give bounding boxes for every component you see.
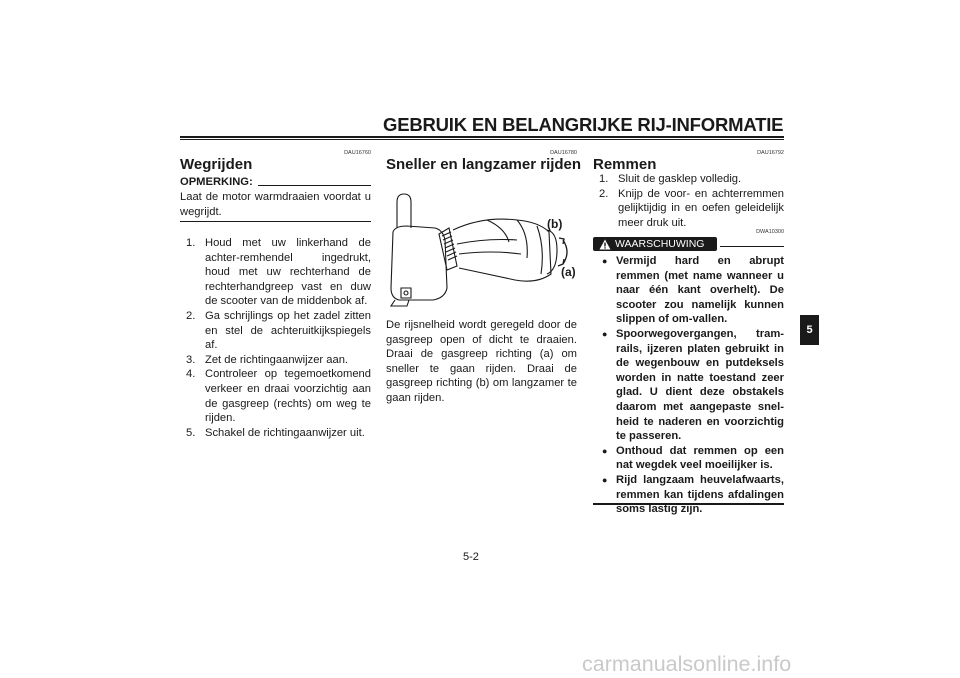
bullet-icon: ● — [602, 445, 608, 456]
list-item: 4. Controleer op tegemoetkomend verkeer en draai voorzichtig aan de gasgreep (rechts) om weg te rijden. — [186, 368, 371, 425]
brake-steps-list — [593, 172, 784, 230]
note-label: OPMERKING: — [180, 176, 253, 188]
note-rule — [258, 185, 371, 186]
speed-description: De rijsnelheid wordt geregeld door de gasgreep open of dicht te draaien. Draai de gasgreep richting (a) om sneller te gaan rijden. Draai de gasgreep richting (b) om langzamer te gaan rijden. — [386, 319, 577, 404]
warning-bottom-rule — [593, 503, 784, 505]
page-header-title: GEBRUIK EN BELANGRIJKE RIJ-INFORMATIE — [383, 114, 784, 135]
bullet-icon: ● — [602, 328, 608, 339]
list-item: 1. Sluit de gasklep volledig. — [599, 173, 742, 185]
section-code: DAU16760 — [344, 150, 371, 156]
warning-rule — [720, 246, 784, 247]
warning-icon — [599, 239, 611, 250]
warning-list — [593, 254, 784, 517]
bullet-icon: ● — [602, 256, 608, 266]
list-item: 2. Knijp de voor- en achterremmen gelijktijdig in en oefen geleidelijk meer druk uit. — [599, 187, 784, 229]
section-title-speed: Sneller en langzamer rijden — [386, 156, 582, 173]
watermark: carmanualsonline.info — [582, 652, 792, 676]
note-text: Laat de motor warmdraaien voordat u wegrijdt. — [180, 191, 371, 218]
list-item: 5. Schakel de richtingaanwijzer uit. — [186, 426, 365, 439]
section-code: DAU16780 — [550, 150, 577, 156]
note-bottom-rule — [180, 221, 371, 222]
section-title-remmen: Remmen — [593, 156, 657, 173]
throttle-grip-illustration — [387, 188, 577, 314]
page-number: 5-2 — [463, 551, 479, 563]
header-rule — [180, 136, 784, 140]
section-code: DAU16792 — [757, 150, 784, 156]
list-item: ● Vermijd hard en abrupt remmen (met name wanneer u naar één kant overhelt). De scooter zou namelijk kunnen slippen of om-vallen. — [602, 255, 784, 326]
list-item: ● Rijd langzaam heuvelafwaarts, remmen kan tijdens afdalingen soms lastig zijn. — [602, 473, 784, 516]
warning-badge — [593, 237, 717, 251]
section-title-wegrijden: Wegrijden — [180, 156, 253, 173]
label-a: (a) — [561, 265, 576, 279]
bullet-icon: ● — [602, 474, 608, 485]
label-b: (b) — [547, 217, 563, 231]
list-item: 2. Ga schrijlings op het zadel zitten en stel de achteruitkijkspiegels af. — [186, 309, 371, 352]
list-item: ● Spoorwegovergangen, tram-rails, ijzeren platen gebruikt in de wegenbouw en putdeksels worden in natte toestand zeer glad. U dient deze obstakels daarom met aangepaste snel-heid te naderen en voorzichtig te passeren. — [602, 327, 784, 443]
chapter-tab: 5 — [800, 315, 819, 345]
list-item: 1. Houd met uw linkerhand de achter-remhendel ingedrukt, houd met uw rechterhand de rechterhandgreep vast en duw de scooter van de middenbok af. — [186, 237, 371, 308]
start-steps-list — [180, 236, 371, 440]
list-item: 3. Zet de richtingaanwijzer aan. — [186, 353, 349, 366]
warning-code: DWA10300 — [756, 229, 784, 235]
warning-label: WAARSCHUWING — [615, 238, 705, 250]
list-item: ● Onthoud dat remmen op een nat wegdek veel moeilijker is. — [602, 444, 784, 472]
